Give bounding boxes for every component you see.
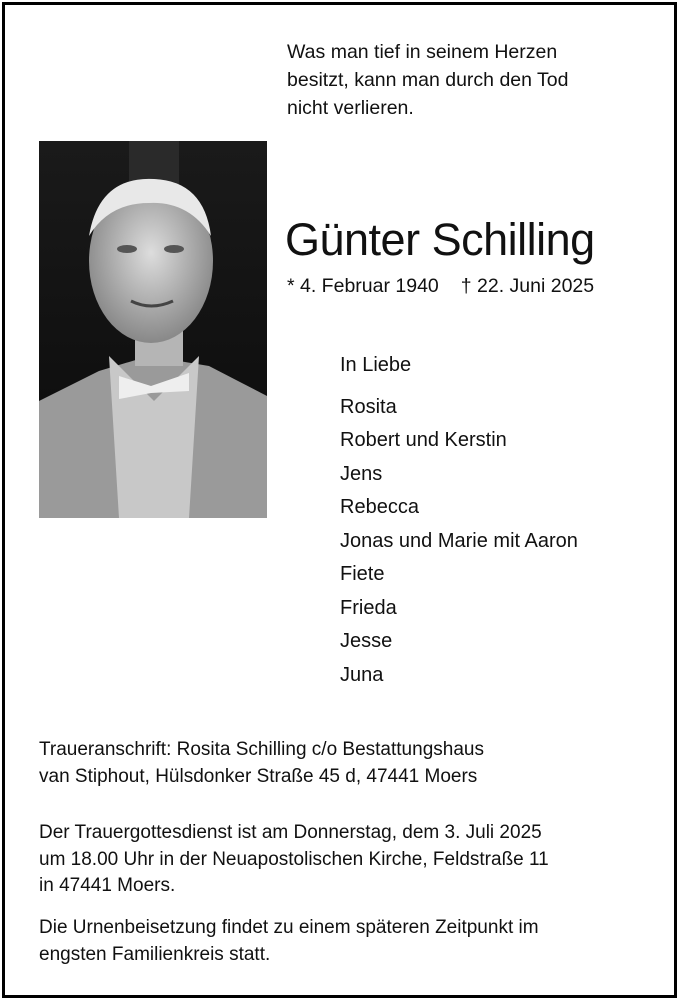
mourners bbox=[340, 349, 578, 692]
mourners-heading: In Liebe bbox=[340, 354, 412, 376]
mourner: Juna bbox=[340, 663, 384, 686]
mourning-address bbox=[39, 737, 484, 790]
burial-line: Die Urnenbeisetzung findet zu einem späteren Zeitpunkt im bbox=[39, 917, 539, 938]
mourner: Robert und Kerstin bbox=[340, 429, 507, 451]
mourner: Jonas und Marie mit Aaron bbox=[340, 529, 578, 552]
death-date: † 22. Juni 2025 bbox=[460, 275, 595, 297]
burial-info bbox=[39, 915, 539, 968]
mourner: Jens bbox=[340, 462, 383, 485]
portrait-photo bbox=[39, 141, 267, 518]
quote-line: nicht verlieren. bbox=[287, 97, 414, 119]
mourner: Rebecca bbox=[340, 496, 419, 518]
quote-line: besitzt, kann man durch den Tod bbox=[287, 69, 569, 91]
mourner: Fiete bbox=[340, 563, 385, 585]
funeral-service-info bbox=[39, 820, 549, 900]
service-line: Der Trauergottesdienst ist am Donnerstag, dem 3. Juli 2025 bbox=[39, 822, 542, 843]
service-line: in 47441 Moers. bbox=[39, 875, 176, 896]
mourner: Rosita bbox=[340, 395, 397, 418]
burial-line: engsten Familienkreis statt. bbox=[39, 943, 271, 965]
mourner: Frieda bbox=[340, 596, 397, 619]
birth-date: * 4. Februar 1940 bbox=[287, 275, 439, 297]
quote-line: Was man tief in seinem Herzen bbox=[287, 41, 558, 63]
quote bbox=[287, 38, 568, 122]
service-line: um 18.00 Uhr in der Neuapostolischen Kirche, Feldstraße 11 bbox=[39, 848, 549, 870]
deceased-name: Günter Schilling bbox=[285, 214, 595, 265]
life-dates bbox=[287, 275, 594, 298]
address-line: Traueranschrift: Rosita Schilling c/o Bestattungshaus bbox=[39, 739, 484, 760]
mourner: Jesse bbox=[340, 630, 393, 652]
address-line: van Stiphout, Hülsdonker Straße 45 d, 47441 Moers bbox=[39, 765, 478, 787]
